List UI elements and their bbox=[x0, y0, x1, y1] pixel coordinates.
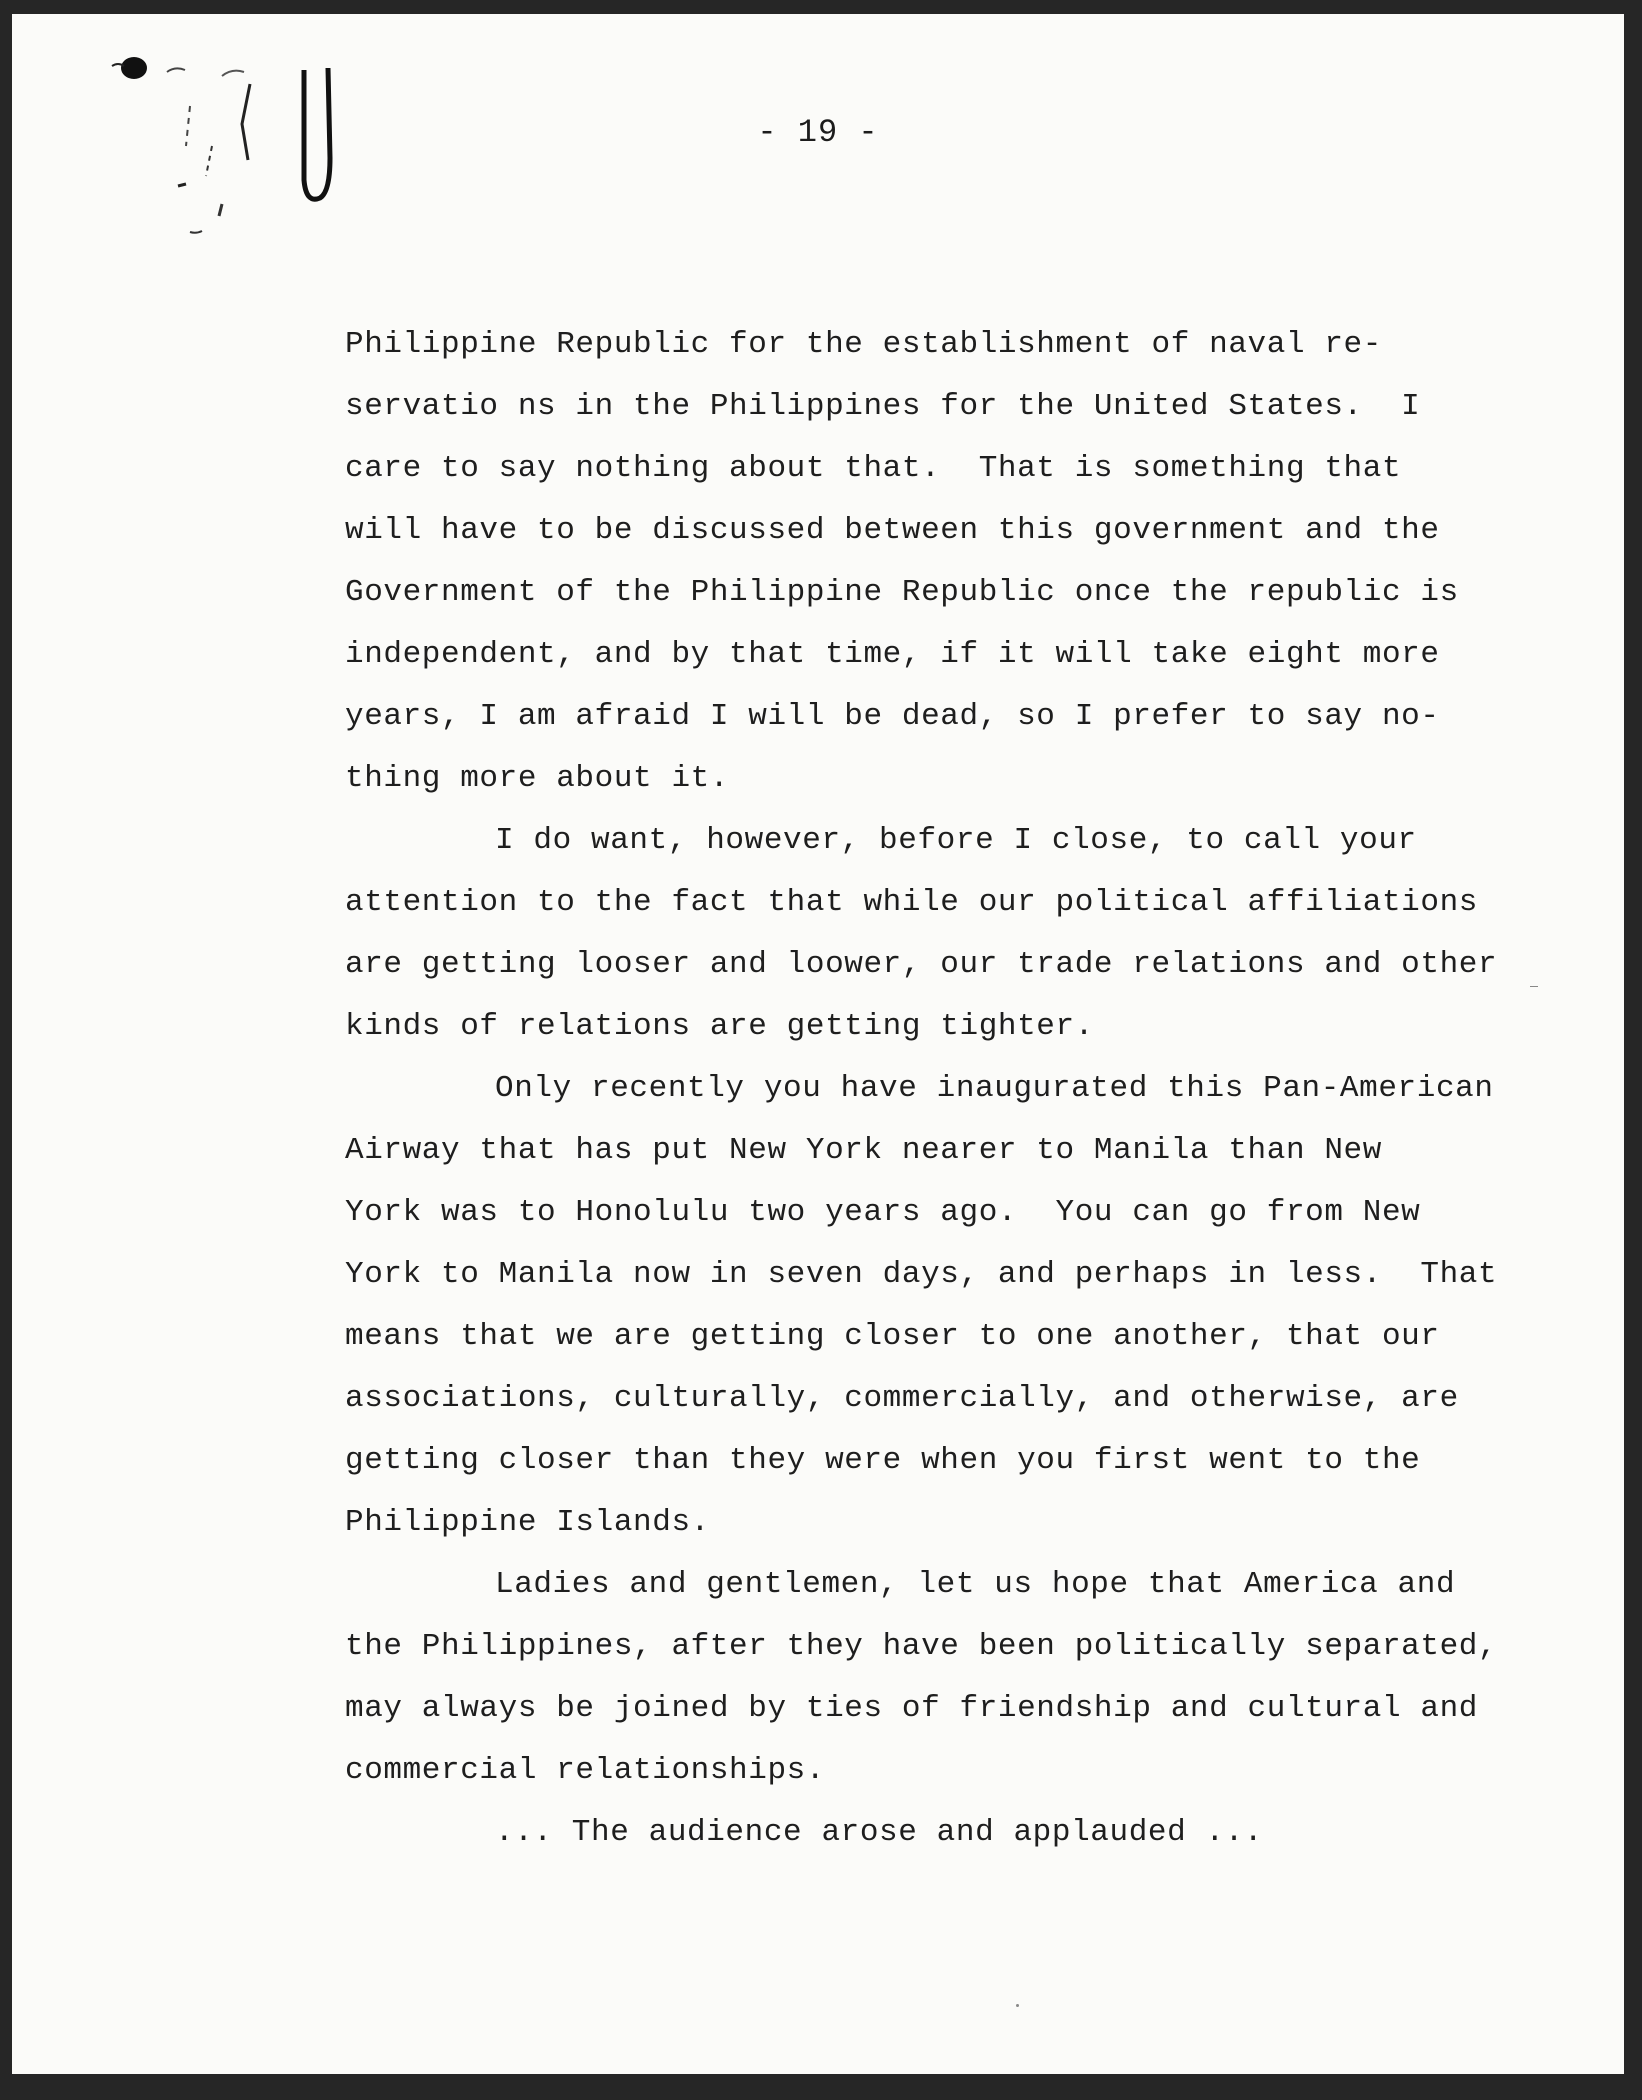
text-line: York to Manila now in seven days, and perhaps in less. That bbox=[345, 1257, 1498, 1292]
paragraph-start-line: I do want, however, before I close, to call your bbox=[495, 823, 1417, 858]
text-line: Philippine Islands. bbox=[345, 1505, 710, 1540]
text-line: care to say nothing about that. That is something that bbox=[345, 451, 1402, 486]
text-line: getting closer than they were when you first went to the bbox=[345, 1443, 1421, 1478]
text-line: Airway that has put New York nearer to Manila than New bbox=[345, 1133, 1382, 1168]
body-text bbox=[345, 314, 1505, 1864]
paragraph-start-line: Only recently you have inaugurated this Pan-American bbox=[495, 1071, 1494, 1106]
text-line: thing more about it. bbox=[345, 761, 730, 796]
document-page bbox=[12, 14, 1624, 2074]
text-line: the Philippines, after they have been politically separated, bbox=[345, 1629, 1498, 1664]
text-line: servatio ns in the Philippines for the United States. I bbox=[345, 389, 1421, 424]
text-line: York was to Honolulu two years ago. You can go from New bbox=[345, 1195, 1421, 1230]
text-line: attention to the fact that while our political affiliations bbox=[345, 885, 1478, 920]
text-line: will have to be discussed between this government and the bbox=[345, 513, 1440, 548]
text-line: may always be joined by ties of friendship and cultural and bbox=[345, 1691, 1478, 1726]
text-line: are getting looser and loower, our trade relations and other bbox=[345, 947, 1498, 982]
scan-speck bbox=[1016, 2004, 1019, 2007]
page-number: - 19 - bbox=[757, 114, 879, 151]
text-line: Government of the Philippine Republic once the republic is bbox=[345, 575, 1459, 610]
stage-direction-line: ... The audience arose and applauded ... bbox=[495, 1815, 1264, 1850]
text-line: years, I am afraid I will be dead, so I prefer to say no- bbox=[345, 699, 1440, 734]
text-line: Philippine Republic for the establishment of naval re- bbox=[345, 327, 1382, 362]
paragraph-start-line: Ladies and gentlemen, let us hope that America and bbox=[495, 1567, 1456, 1602]
text-line: means that we are getting closer to one another, that our bbox=[345, 1319, 1440, 1354]
text-line: independent, and by that time, if it will take eight more bbox=[345, 637, 1440, 672]
text-line: commercial relationships. bbox=[345, 1753, 826, 1788]
scan-speck bbox=[1530, 986, 1538, 987]
text-line: associations, culturally, commercially, and otherwise, are bbox=[345, 1381, 1459, 1416]
text-line: kinds of relations are getting tighter. bbox=[345, 1009, 1094, 1044]
